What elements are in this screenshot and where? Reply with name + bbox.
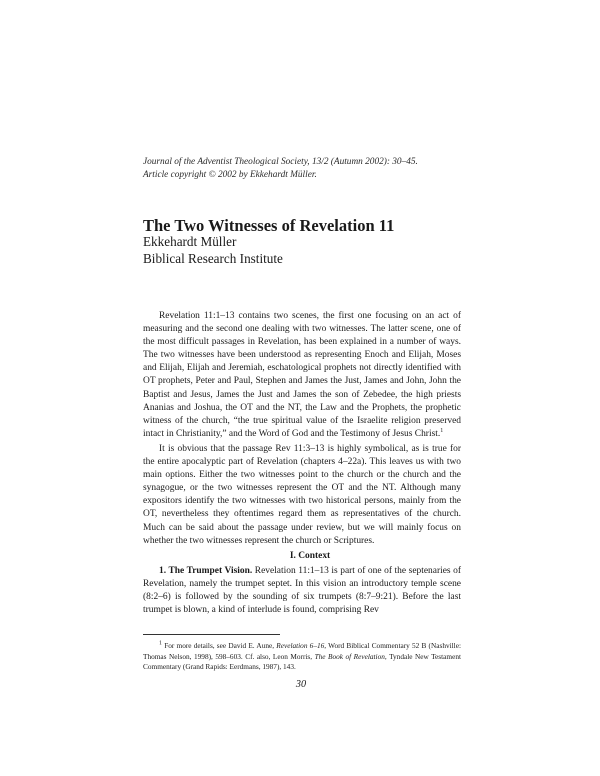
footnote-book-title-2: The Book of Revelation — [314, 651, 385, 661]
author-affiliation: Biblical Research Institute — [143, 251, 283, 266]
article-title: The Two Witnesses of Revelation 11 — [143, 216, 395, 235]
footnote-reference[interactable]: 1 — [440, 427, 444, 434]
body-paragraph-1: Revelation 11:1–13 contains two scenes, the first one focusing on an act of measuring and the second one dealing with two witnesses. The latter scene, one of the most difficult passages in Revelation, has been explained in a number of ways. The two witnesses have been understood as representing Enoch and Elijah, Moses and Elijah, Elijah and Jeremiah, eschatological prophets not directly identified with OT prophets, Peter and Paul, Stephen and James the Just, James and John, John the Baptist and Jesus, James the Just and James the son of Zebedee, the high priests Ananias and Joshua, the OT and the NT, the Law and the Prophets, the prophetic witness of the church, “the true spiritual value of the Israelite religion preserved intact in Christianity,” and the Word of God and the Testimony of Jesus Christ.$^1$ — [143, 311, 461, 439]
body-paragraph-2: It is obvious that the passage Rev 11:3–13 is highly symbolical, as is true for the entire apocalyptic part of Revelation (chapters 4–22a). This leaves us with two main options. Either the two witnesses point to the church or the church and the synagogue, or the two witnesses represent the OT and the NT. Although many expositors identify the two witnesses with two historical persons, mainly from the OT, nevertheless they oftentimes regard them as representatives of the church. Much can be said about the passage under review, but we will mainly focus on whether the two witnesses represent the church or Scriptures. — [143, 443, 461, 546]
article-body — [143, 310, 461, 617]
section-heading: I. Context — [289, 550, 331, 561]
journal-line: Journal of the Adventist Theological Society, 13/2 (Autumn 2002): 30–45. — [143, 157, 418, 167]
footnote-book-title-1: Revelation 6–16 — [276, 641, 325, 650]
journal-citation-header — [143, 156, 473, 182]
body-paragraph-3: 1. The Trumpet Vision. Revelation 11:1–13 is part of one of the septenaries of Revelation, namely the trumpet septet. In this vision an introductory temple scene (8:2–6) is followed by the sounding of six trumpets (8:7–9:21). Before the last trumpet is blown, a kind of interlude is found, comprising Rev — [143, 565, 462, 616]
subsection-heading: 1. The Trumpet Vision. — [159, 565, 253, 576]
author-block — [143, 233, 463, 267]
footnote-divider — [143, 634, 280, 635]
author-name: Ekkehardt Müller — [143, 234, 237, 249]
copyright-line: Article copyright © 2002 by Ekkehardt Müller. — [143, 170, 317, 180]
footnote-1: $^1$ For more details, see David E. Aune, Revelation 6–16, Word Biblical Commentary 52 B (Nashville: Thomas Nelson, 1998), 598–603. Cf. also, Leon Morris, The Book of Revelation, Tyndale New Testament Commentary (Grand Rapids: Eerdmans, 1987), 143. — [143, 640, 461, 672]
page-number: 30 — [295, 679, 307, 690]
footnote-marker: 1 — [159, 640, 162, 647]
